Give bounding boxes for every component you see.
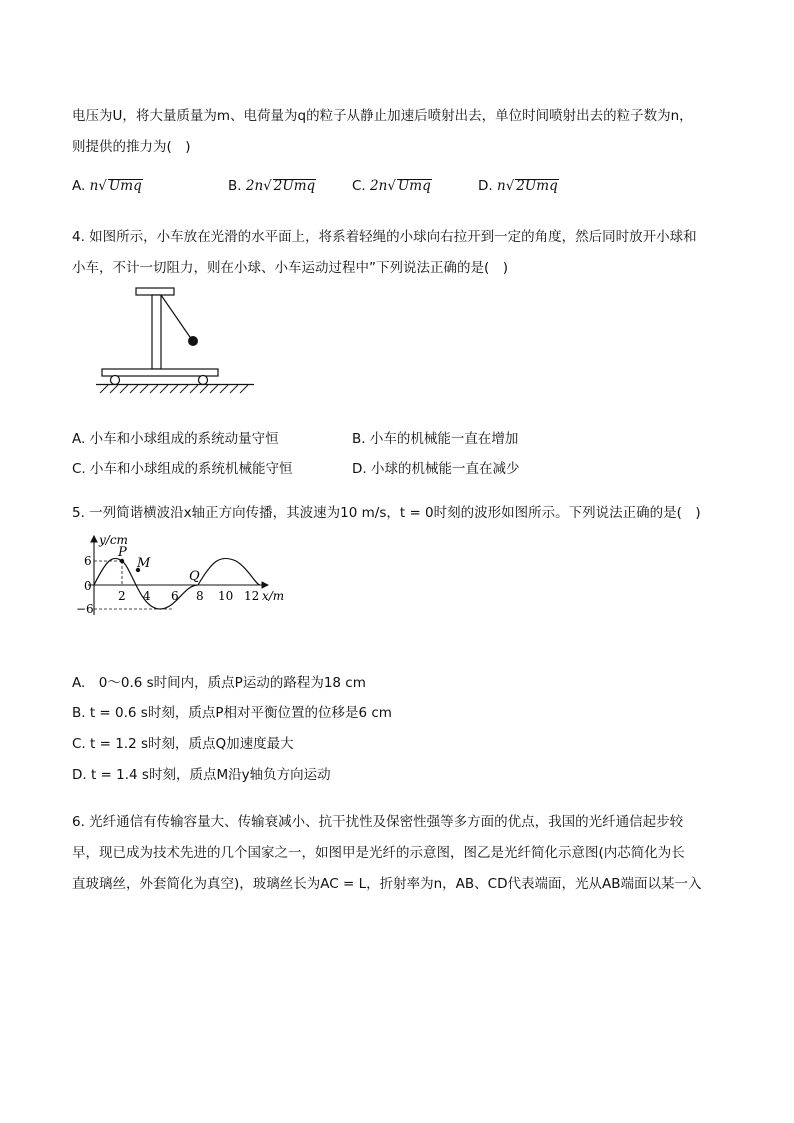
x-axis-label: x/m [262,589,285,603]
q3-option-c: C. 2n√ Umq [352,178,431,194]
x-tick-6: 6 [171,589,179,603]
q4-option-d: D. 小球的机械能一直在减少 [352,461,520,477]
x-tick-2: 2 [118,589,126,603]
point-q-label: Q [189,569,200,584]
q3-option-a-label: A. [72,178,86,194]
q4-option-a: A. 小车和小球组成的系统动量守恒 [72,431,279,447]
q3-option-a-prefix: n [89,178,99,194]
q4-option-b: B. 小车的机械能一直在增加 [352,431,519,447]
q3-option-d-prefix: n [496,178,506,194]
q5-option-a: A. 0～0.6 s时间内，质点P运动的路程为18 cm [72,675,366,691]
y-tick-6: 6 [84,554,92,568]
q3-option-d: D. n√ 2Umq [478,178,558,194]
q3-option-a-radicand: Umq [108,178,142,194]
pendulum-string [161,295,192,340]
q3-option-a: A. n√ Umq [72,178,142,194]
pendulum-top-bar [136,288,174,295]
y-tick-neg6: −6 [76,602,94,616]
cart-pendulum-figure [96,285,258,395]
q3-option-b: B. 2n√ 2Umq [228,178,316,194]
wave-graph [72,530,302,622]
x-tick-8: 8 [196,589,204,603]
q5-option-c: C. t = 1.2 s时刻，质点Q加速度最大 [72,736,294,752]
q3-option-c-label: C. [352,178,366,194]
origin-label: 0 [84,579,92,593]
q3-option-b-prefix: 2n [245,178,264,194]
x-tick-12: 12 [244,589,260,603]
q4-option-c: C. 小车和小球组成的系统机械能守恒 [72,461,293,477]
q3-option-b-label: B. [228,178,242,194]
q3-option-b-radicand: 2Umq [273,178,316,194]
q5-option-b: B. t = 0.6 s时刻，质点P相对平衡位置的位移是6 cm [72,705,392,721]
q3-option-d-label: D. [478,178,493,194]
cart-platform [102,369,218,376]
q3-option-c-radicand: Umq [397,178,431,194]
q6-stem-line2: 早，现已成为技术先进的几个国家之一，如图甲是光纤的示意图，图乙是光纤简化示意图(内芯简化为长 [72,845,685,861]
q3-stem-line1: 电压为U，将大量质量为m、电荷量为q的粒子从静止加速后喷射出去，单位时间喷射出去的粒子数为n， [72,108,693,124]
q3-stem-line2: 则提供的推力为( ) [72,139,191,155]
pendulum-post [152,295,161,369]
q5-option-d: D. t = 1.4 s时刻，质点M沿y轴负方向运动 [72,767,331,783]
cart-wheel-left [111,376,120,385]
y-axis-label: y/cm [99,533,128,547]
point-p-label: P [118,545,127,560]
x-tick-10: 10 [218,589,234,603]
pendulum-ball [188,336,198,346]
q4-stem-line1: 4. 如图所示，小车放在光滑的水平面上，将系着轻绳的小球向右拉开到一定的角度，然后同时放开小球和 [72,229,697,245]
cart-wheel-right [199,376,208,385]
q3-option-c-prefix: 2n [370,178,388,194]
q6-stem-line3: 直玻璃丝，外套简化为真空)，玻璃丝长为AC = L，折射率为n，AB、CD代表端面，光从AB端面以某一入 [72,876,702,892]
q4-stem-line2: 小车，不计一切阻力，则在小球、小车运动过程中”下列说法正确的是( ) [72,260,509,276]
q3-option-d-radicand: 2Umq [516,178,558,194]
x-tick-4: 4 [143,589,151,603]
q5-stem-line1: 5. 一列简谐横波沿x轴正方向传播，其波速为10 m/s，t = 0时刻的波形如图所示。下列说法正确的是( ) [72,505,701,521]
ground-hatching [100,385,248,393]
point-m-label: M [137,556,151,571]
q6-stem-line1: 6. 光纤通信有传输容量大、传输衰减小、抗干扰性及保密性强等多方面的优点，我国的光纤通信起步较 [72,814,684,830]
